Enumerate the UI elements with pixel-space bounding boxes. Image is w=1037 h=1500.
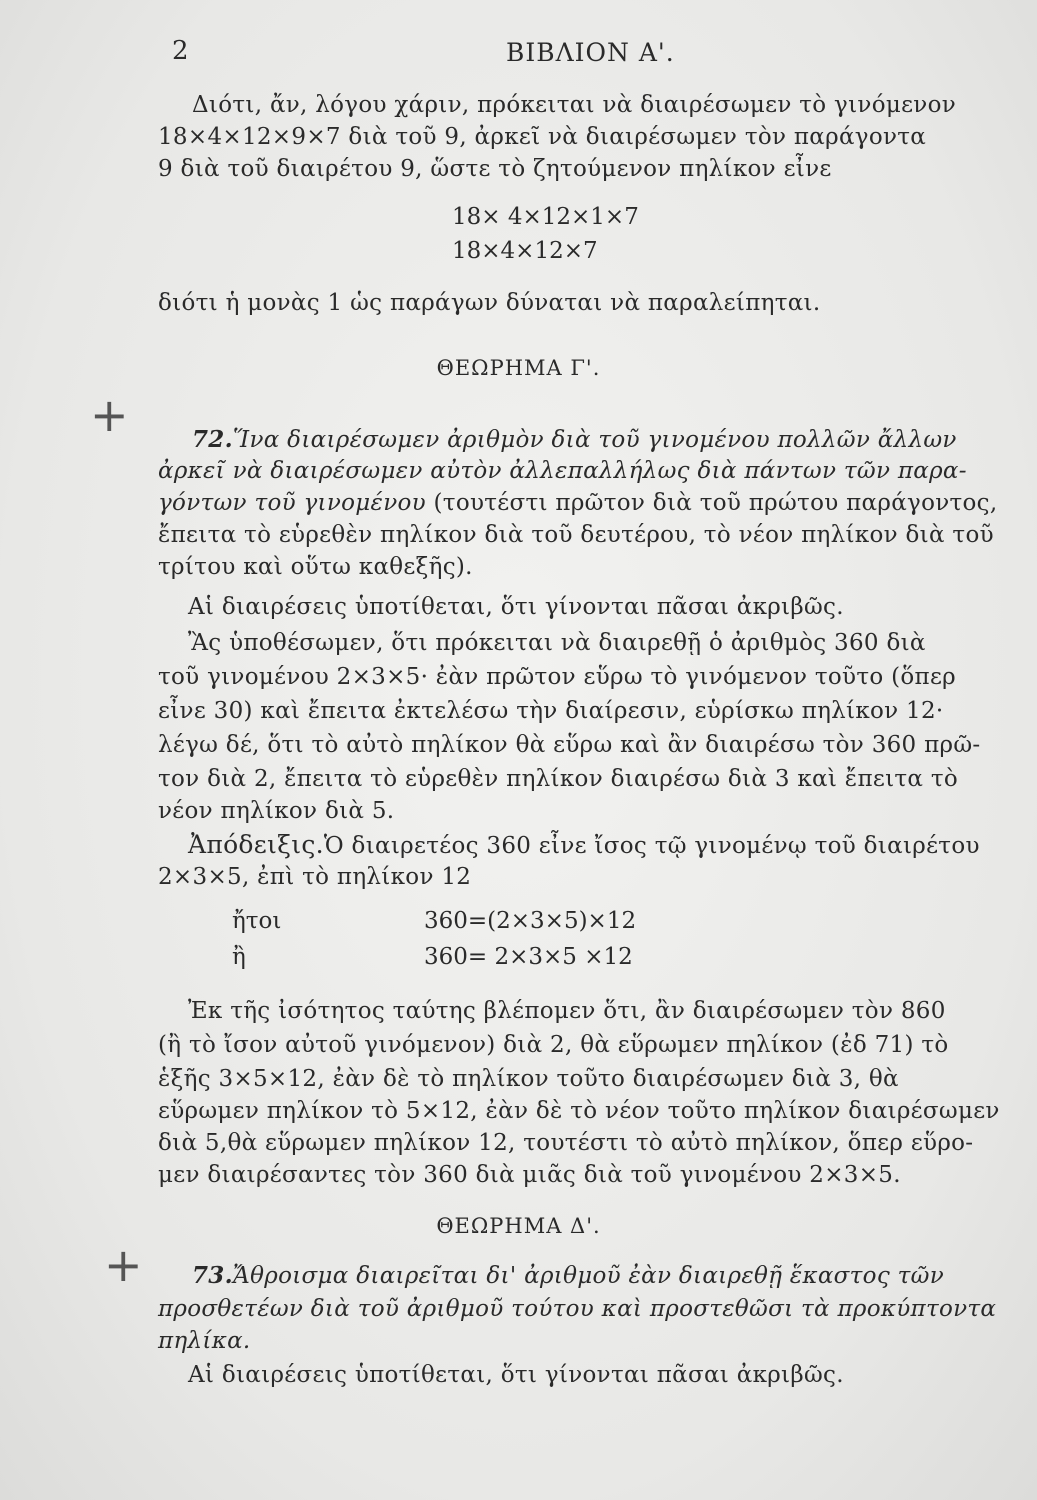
theorem-3-body-8: τον διὰ 2, ἔπειτα τὸ εὑρεθὲν πηλίκον διαιρέσω διὰ 3 καὶ ἔπειτα τὸ [158, 766, 959, 792]
equation-1-label: ἤτοι [232, 908, 282, 934]
intro-after-formula: διότι ἡ μονὰς 1 ὡς παράγων δύναται νὰ παραλείπηται. [158, 290, 821, 316]
theorem-4-note: Αἱ διαιρέσεις ὑποτίθεται, ὅτι γίνονται πᾶσαι ἀκριβῶς. [188, 1362, 844, 1388]
theorem-4-statement-3: πηλίκα. [158, 1328, 251, 1354]
theorem-3-body-7: λέγω δέ, ὅτι τὸ αὐτὸ πηλίκον θὰ εὕρω καὶ ἂν διαιρέσω τὸν 360 πρῶ- [158, 732, 981, 758]
theorem-3-body-3: Αἱ διαιρέσεις ὑποτίθεται, ὅτι γίνονται πᾶσαι ἀκριβῶς. [188, 594, 844, 620]
theorem-4-statement-text: Ἄθροισμα διαιρεῖται δι' ἀριθμοῦ ἐὰν διαιρεθῇ ἕκαστος τῶν [232, 1263, 944, 1289]
theorem-3-body-6: εἶνε 30) καὶ ἔπειτα ἐκτελέσω τὴν διαίρεσιν, εὑρίσκω πηλίκον 12· [158, 698, 944, 724]
theorem-3-body-1: ἔπειτα τὸ εὑρεθὲν πηλίκον διὰ τοῦ δευτέρου, τὸ νέον πηλίκον διὰ τοῦ [158, 522, 994, 548]
theorem-4-statement-2: προσθετέων διὰ τοῦ ἀριθμοῦ τούτου καὶ προστεθῶσι τὰ προκύπτοντα [158, 1296, 997, 1322]
theorem-3-body-9: νέον πηλίκον διὰ 5. [158, 798, 395, 824]
formula-1: 18× 4×12×1×7 [452, 204, 639, 230]
running-title: ΒΙΒΛΙΟΝ Α'. [506, 38, 675, 67]
theorem-3-body-5: τοῦ γινομένου 2×3×5· ἐὰν πρῶτον εὕρω τὸ γινόμενον τοῦτο (ὅπερ [158, 664, 956, 690]
intro-line-1: Διότι, ἄν, λόγου χάριν, πρόκειται νὰ διαιρέσωμεν τὸ γινόμενον [192, 92, 957, 118]
theorem-3-body-4: Ἂς ὑποθέσωμεν, ὅτι πρόκειται νὰ διαιρεθῇ ὁ ἀριθμὸς 360 διὰ [188, 630, 926, 656]
theorem-4-heading: ΘΕΩΡΗΜΑ Δ'. [436, 1214, 601, 1238]
formula-2: 18×4×12×7 [452, 238, 598, 264]
theorem-3-statement-2: ἀρκεῖ νὰ διαιρέσωμεν αὐτὸν ἀλλεπαλλήλως διὰ πάντων τῶν παρα- [158, 458, 967, 484]
theorem-3-statement-1 [192, 426, 992, 453]
conclusion-line-1: Ἐκ τῆς ἰσότητος ταύτης βλέπομεν ὅτι, ἂν διαιρέσωμεν τὸν 860 [188, 998, 946, 1024]
theorem-3-statement-3-italic: γόντων τοῦ γινομένου [158, 490, 426, 516]
proof-line-1-text: Ὁ διαιρετέος 360 εἶνε ἴσος τῷ γινομένῳ τοῦ διαιρέτου [323, 833, 980, 859]
intro-line-3: 9 διὰ τοῦ διαιρέτου 9, ὥστε τὸ ζητούμενον πηλίκον εἶνε [158, 156, 832, 182]
equation-1: 360=(2×3×5)×12 [424, 908, 637, 934]
proof-label: Ἀπόδειξις. [188, 830, 324, 859]
page-number: 2 [172, 36, 189, 66]
conclusion-line-3: ἑξῆς 3×5×12, ἐὰν δὲ τὸ πηλίκον τοῦτο διαιρέσωμεν διὰ 3, θὰ [158, 1066, 899, 1092]
margin-cross-mark: + [90, 388, 129, 442]
theorem-3-statement-3-rest: (τουτέστι πρῶτον διὰ τοῦ πρώτου παράγοντος, [425, 490, 998, 516]
proof-line-1 [188, 830, 988, 859]
theorem-4-number: 73. [192, 1262, 233, 1289]
proof-line-2: 2×3×5, ἐπὶ τὸ πηλίκον 12 [158, 864, 472, 890]
conclusion-line-4: εὕρωμεν πηλίκον τὸ 5×12, ἐὰν δὲ τὸ νέον τοῦτο πηλίκον διαιρέσωμεν [158, 1098, 1000, 1124]
theorem-3-body-2: τρίτου καὶ οὕτω καθεξῆς). [158, 554, 473, 580]
equation-2: 360= 2×3×5 ×12 [424, 944, 633, 970]
conclusion-line-2: (ἢ τὸ ἴσον αὐτοῦ γινόμενον) διὰ 2, θὰ εὕρωμεν πηλίκον (ἐδ 71) τὸ [158, 1032, 949, 1058]
intro-line-2: 18×4×12×9×7 διὰ τοῦ 9, ἀρκεῖ νὰ διαιρέσωμεν τὸν παράγοντα [158, 124, 927, 150]
equation-2-label: ἢ [232, 944, 246, 970]
theorem-3-statement-3 [158, 490, 998, 516]
margin-cross-mark-2: + [104, 1238, 143, 1292]
theorem-3-heading: ΘΕΩΡΗΜΑ Γ'. [436, 356, 601, 380]
theorem-4-statement-1 [192, 1262, 992, 1289]
theorem-3-statement-text: Ἵνα διαιρέσωμεν ἀριθμὸν διὰ τοῦ γινομένου πολλῶν ἄλλων [232, 427, 957, 453]
conclusion-line-5: διὰ 5,θὰ εὕρωμεν πηλίκον 12, τουτέστι τὸ αὐτὸ πηλίκον, ὅπερ εὕρο- [158, 1130, 974, 1156]
conclusion-line-6: μεν διαιρέσαντες τὸν 360 διὰ μιᾶς διὰ τοῦ γινομένου 2×3×5. [158, 1162, 901, 1188]
theorem-3-number: 72. [192, 426, 233, 453]
